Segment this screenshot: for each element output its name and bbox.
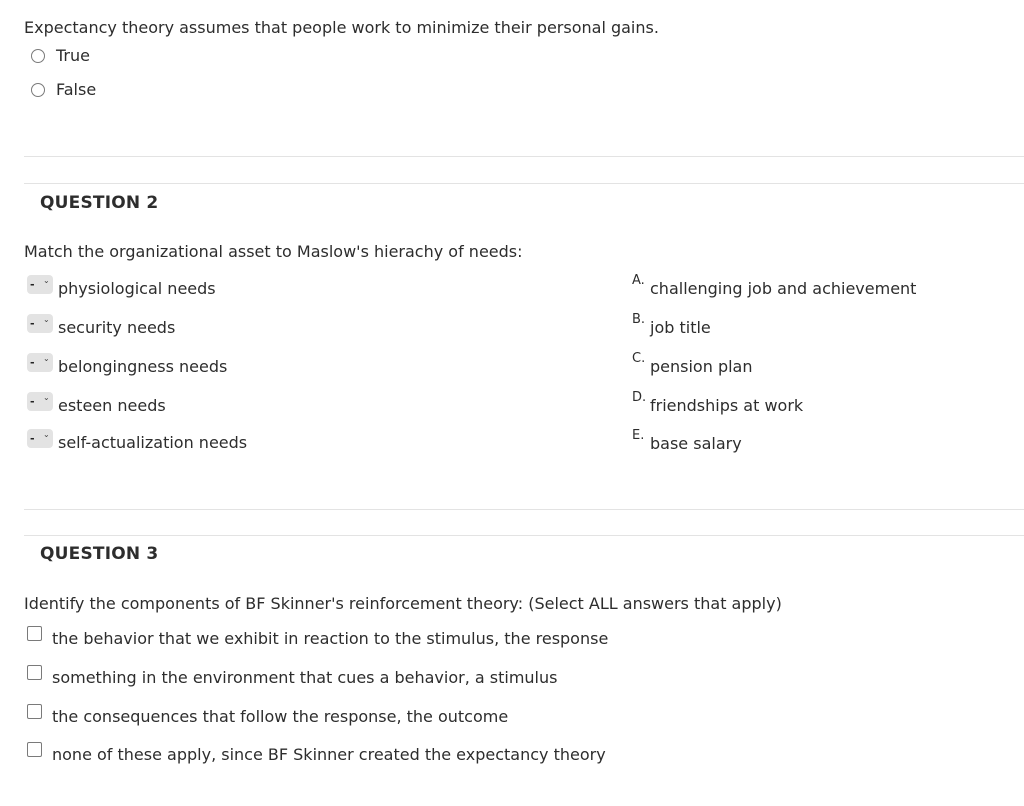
option-outcome-label[interactable]: the consequences that follow the response, the outcome bbox=[52, 707, 509, 726]
select-value: - bbox=[30, 278, 35, 291]
select-value: - bbox=[30, 356, 35, 369]
question-3-prompt: Identify the components of BF Skinner's reinforcement theory: (Select ALL answers that apply) bbox=[24, 594, 782, 613]
chevron-down-icon: ⌄ bbox=[43, 315, 50, 324]
question-3-header: QUESTION 3 bbox=[40, 544, 159, 564]
divider bbox=[24, 183, 1024, 184]
answer-e-text: base salary bbox=[650, 434, 742, 453]
divider bbox=[24, 509, 1024, 510]
premise-belongingness: belongingness needs bbox=[58, 357, 228, 376]
select-value: - bbox=[30, 432, 35, 445]
checkbox-stimulus[interactable] bbox=[27, 665, 42, 680]
option-true-label[interactable]: True bbox=[56, 46, 90, 65]
radio-true[interactable] bbox=[31, 49, 45, 63]
answer-c-text: pension plan bbox=[650, 357, 753, 376]
option-false-label[interactable]: False bbox=[56, 80, 97, 99]
answer-letter-a: A. bbox=[632, 273, 645, 288]
chevron-down-icon: ⌄ bbox=[43, 393, 50, 402]
answer-a-text: challenging job and achievement bbox=[650, 279, 917, 298]
premise-self-actualization: self-actualization needs bbox=[58, 433, 248, 452]
match-select-security[interactable] bbox=[27, 314, 53, 333]
chevron-down-icon: ⌄ bbox=[43, 276, 50, 285]
answer-letter-d: D. bbox=[632, 390, 647, 405]
answer-letter-e: E. bbox=[632, 428, 645, 443]
option-none-label[interactable]: none of these apply, since BF Skinner created the expectancy theory bbox=[52, 745, 606, 764]
question-2-header: QUESTION 2 bbox=[40, 193, 159, 213]
option-response-label[interactable]: the behavior that we exhibit in reaction to the stimulus, the response bbox=[52, 629, 609, 648]
match-select-self-actualization[interactable] bbox=[27, 429, 53, 448]
radio-false[interactable] bbox=[31, 83, 45, 97]
question-2-prompt: Match the organizational asset to Maslow's hierachy of needs: bbox=[24, 242, 523, 261]
premise-physiological: physiological needs bbox=[58, 279, 216, 298]
premise-esteen: esteen needs bbox=[58, 396, 166, 415]
chevron-down-icon: ⌄ bbox=[43, 354, 50, 363]
checkbox-outcome[interactable] bbox=[27, 704, 42, 719]
answer-letter-c: C. bbox=[632, 351, 646, 366]
divider bbox=[24, 156, 1024, 157]
match-select-belongingness[interactable] bbox=[27, 353, 53, 372]
premise-security: security needs bbox=[58, 318, 176, 337]
answer-letter-b: B. bbox=[632, 312, 646, 327]
option-stimulus-label[interactable]: something in the environment that cues a behavior, a stimulus bbox=[52, 668, 558, 687]
match-select-esteen[interactable] bbox=[27, 392, 53, 411]
select-value: - bbox=[30, 317, 35, 330]
checkbox-response[interactable] bbox=[27, 626, 42, 641]
answer-b-text: job title bbox=[650, 318, 711, 337]
select-value: - bbox=[30, 395, 35, 408]
checkbox-none[interactable] bbox=[27, 742, 42, 757]
chevron-down-icon: ⌄ bbox=[43, 430, 50, 439]
match-select-physiological[interactable] bbox=[27, 275, 53, 294]
divider bbox=[24, 535, 1024, 536]
question-1-prompt: Expectancy theory assumes that people work to minimize their personal gains. bbox=[24, 18, 659, 37]
answer-d-text: friendships at work bbox=[650, 396, 804, 415]
